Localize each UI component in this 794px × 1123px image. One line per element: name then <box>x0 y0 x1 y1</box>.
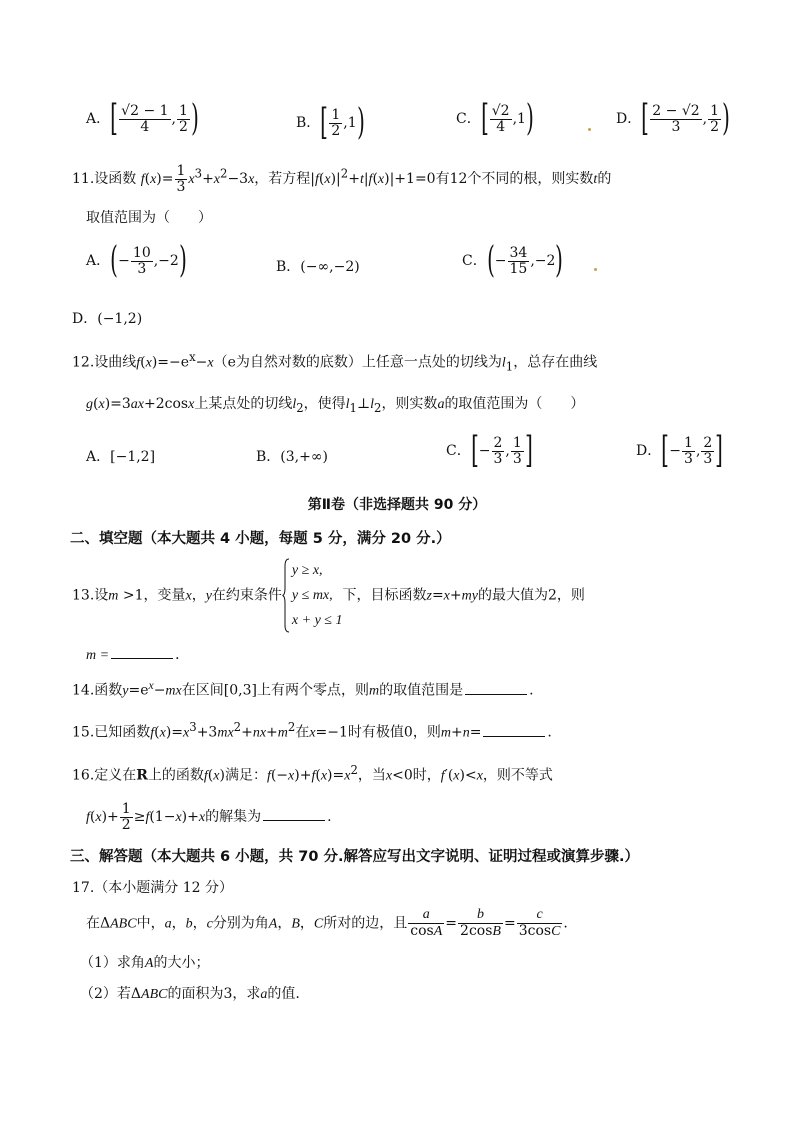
q17-part1: （1）求角A的大小； <box>80 955 210 971</box>
text: 的取值范围是 <box>379 682 464 699</box>
brace-icon <box>282 558 290 633</box>
comma: , <box>171 111 176 128</box>
denominator: 3 <box>493 450 503 467</box>
q17-part2: （2）若ΔABC的面积为3，求a的值. <box>80 986 300 1002</box>
numerator: 1 <box>331 107 341 123</box>
option-tail: ,1 <box>343 115 357 132</box>
text: （2）若 <box>80 986 131 1002</box>
option-value: [−1,2] <box>110 449 156 465</box>
option-label: A． <box>86 449 111 465</box>
question-number: 11. <box>72 171 95 188</box>
text: 在约束条件 <box>211 587 282 604</box>
numerator: 2 − √2 <box>652 103 700 119</box>
option-tail: ,−2 <box>530 253 556 270</box>
constraint-3: x + y ≤ 1 <box>291 613 343 628</box>
q10-option-d: D．[ $\frac{2 - √2}{3}$ , $\frac{1}{2}$ ) <box>616 98 730 140</box>
option-label: C． <box>462 253 487 270</box>
text: 的大小； <box>153 955 210 971</box>
q13-answer-line: m = ． <box>86 647 190 663</box>
q10-option-c: C．[ $\frac{√2}{4}$ ,1) <box>456 98 534 140</box>
answer-variable: m = <box>86 648 110 663</box>
numerator: 34 <box>509 245 528 261</box>
option-label: D． <box>636 443 662 460</box>
text: 有12个不同的根，则实数 <box>435 171 594 188</box>
question-number: 12. <box>72 354 95 371</box>
numerator: √2 − 1 <box>121 103 169 119</box>
q17-stem: 在ΔABC中，a，b，c分别为角A，B，C所对的边，且 $\frac{a}{\cos A}$ = $\frac{b}{2\cos B}$ = $\frac{c}{3\cos C}$ . <box>86 907 568 939</box>
fraction <box>492 436 505 466</box>
text: 时有极值 <box>347 724 404 741</box>
question-number: 13. <box>72 587 95 604</box>
option-label: C． <box>446 443 471 460</box>
option-label: B． <box>276 259 301 275</box>
text: 的 <box>597 171 612 188</box>
section-three-title: 三、解答题（本大题共 6 小题，共 70 分.解答应写出文字说明、证明过程或演算步骤.） <box>70 849 639 865</box>
text: 设函数 <box>94 171 137 188</box>
fraction <box>119 104 170 134</box>
text: ，则不等式 <box>482 767 553 784</box>
comma: , <box>702 111 708 128</box>
fraction <box>490 104 512 134</box>
option-tail: ,−2 <box>153 253 179 270</box>
text: （e为自然对数的底数）上任意一点处的切线为 <box>213 354 502 371</box>
q13-stem: 13.设m >1，变量x，y在约束条件 y ≥ x, y ≤ mx, x + y ≤ 1 下，目标函数z=x+my的最大值为2，则 <box>72 558 585 633</box>
option-label: B． <box>256 449 281 465</box>
text: ，总存在曲线 <box>513 354 598 371</box>
denominator: 3 <box>703 450 713 467</box>
text: 上某点处的切线 <box>194 396 293 412</box>
question-number: 16. <box>72 767 95 784</box>
answer-blank[interactable] <box>483 735 545 737</box>
text: 分别为角 <box>212 915 269 932</box>
text: 下，目标函数 <box>342 587 427 604</box>
text: 的最大值为 <box>477 587 548 604</box>
answer-blank[interactable] <box>465 693 527 695</box>
option-label: C． <box>456 111 481 128</box>
fraction <box>701 436 714 466</box>
text: 在 <box>86 915 100 932</box>
numerator: 2 <box>493 435 503 451</box>
fraction <box>682 436 695 466</box>
constraint-2: y ≤ mx, <box>291 588 333 603</box>
text: 的解集为 <box>205 809 262 826</box>
text: ，求 <box>232 986 261 1002</box>
q11-option-c: C．(− $\frac{34}{15}$ ,−2) <box>462 240 564 282</box>
denominator: 3 <box>684 450 693 467</box>
fraction <box>131 246 153 276</box>
option-tail: ,1 <box>512 111 526 128</box>
question-number: 15. <box>72 724 95 741</box>
text: ， <box>191 587 206 604</box>
question-number: 14. <box>72 682 95 699</box>
q10-option-b: B．[ $\frac{1}{2}$ ,1) <box>296 102 365 144</box>
text: ，则 <box>556 587 585 604</box>
text: 的取值范围为（ ） <box>444 396 585 412</box>
q11-option-b <box>276 256 360 276</box>
text: 定义在 <box>94 767 137 784</box>
q12-option-a <box>86 446 155 466</box>
numerator: 1 <box>710 103 720 119</box>
text: 设曲线 <box>94 354 137 371</box>
q15-stem: 15.已知函数$f(x)=x^3+3mx^2+nx+m^2$在x=−1时有极值0，则m+n= . <box>72 720 552 741</box>
q17-header: 17.（本小题满分 12 分） <box>72 880 233 896</box>
denominator: 3 <box>512 450 522 467</box>
option-label: A． <box>86 253 111 270</box>
numerator: 1 <box>512 435 522 451</box>
constraint-1: y ≥ x, <box>291 563 323 578</box>
q16-stem: 16.定义在R上的函数f(x)满足：$f(-x)+f(x)=x^2$，当x<0时，f′(x)<x，则不等式 <box>72 763 553 784</box>
fraction <box>708 104 721 134</box>
denominator: 3 <box>137 260 147 277</box>
q11-option-d <box>72 308 142 328</box>
numerator: 1 <box>179 103 188 119</box>
fraction <box>329 108 342 138</box>
text: 中， <box>136 915 165 932</box>
stray-mark <box>594 268 597 271</box>
fraction <box>508 246 530 276</box>
text: 在 <box>295 724 310 741</box>
option-label: A． <box>86 111 111 128</box>
q12-stem: 12.设曲线$f(x)=-e^x-x(e$为自然对数的底数）上任意一点处的切线为$l_1$，总存在曲线 <box>72 350 598 374</box>
text: ，变量 <box>143 587 186 604</box>
q16-stem-line2: f(x)+ $\frac{1}{2}$ ≥f(1−x)+x的解集为 . <box>86 801 332 833</box>
q12-stem-line2: g(x)=3ax+2cosx上某点处的切线$l_2$，使得$l_1\perp l_2$，则实数a的取值范围为（ ） <box>86 396 585 415</box>
answer-blank[interactable] <box>263 819 325 821</box>
text: 满足： <box>224 767 267 784</box>
fraction <box>511 436 524 466</box>
numerator: 2 <box>703 435 713 451</box>
text: 的值. <box>267 986 300 1002</box>
text: 时， <box>412 767 441 784</box>
option-value: (3,+∞) <box>280 449 328 465</box>
q14-stem: 14.函数$y=e^x-mx$在区间[0,3]上有两个零点，则m的取值范围是 . <box>72 679 534 699</box>
numerator: √2 <box>491 103 510 119</box>
part-two-title: 第Ⅱ卷（非选择题共 90 分） <box>307 497 487 513</box>
q11-option-a: A．(− $\frac{10}{3}$ ,−2) <box>86 240 187 282</box>
text: ，若方程 <box>254 171 311 188</box>
text: ，则 <box>412 724 441 741</box>
denominator: 4 <box>496 118 506 135</box>
q12-option-d: D．[− $\frac{1}{3}$ , $\frac{2}{3}$ ] <box>636 430 724 472</box>
denominator: 3 <box>671 118 681 135</box>
stray-mark <box>588 128 591 131</box>
fraction <box>177 104 190 134</box>
text: 上的函数 <box>147 767 204 784</box>
text: 已知函数 <box>94 724 151 741</box>
option-label: D． <box>616 111 642 128</box>
option-value: (−1,2) <box>97 311 143 327</box>
q10-option-a: A．[ $\frac{√2 - 1}{4}$ , $\frac{1}{2}$ ) <box>86 98 199 140</box>
numerator: 10 <box>132 245 151 261</box>
denominator: 2 <box>331 122 341 139</box>
denominator: 15 <box>509 260 528 277</box>
section-two-title: 二、填空题（本大题共 4 小题，每题 5 分，满分 20 分.） <box>70 531 451 547</box>
denominator: 2 <box>179 118 188 135</box>
q11-stem-line2: 取值范围为（ ） <box>86 210 212 226</box>
text: ，当 <box>357 767 386 784</box>
text: 上有两个零点，则 <box>256 682 369 699</box>
denominator: 2 <box>710 118 720 135</box>
answer-blank[interactable] <box>111 657 173 659</box>
option-value: (−∞,−2) <box>300 259 360 275</box>
text: 的面积为 <box>167 986 224 1002</box>
text: ，使得 <box>303 396 346 412</box>
text: （1）求角 <box>80 955 145 971</box>
text: 在区间 <box>181 682 224 699</box>
text: ，则实数 <box>381 396 438 412</box>
denominator: 4 <box>140 118 150 135</box>
constraint-system <box>282 558 343 633</box>
text: 函数 <box>94 682 123 699</box>
q12-option-c: C．[− $\frac{2}{3}$ , $\frac{1}{3}$ ] <box>446 430 533 472</box>
fraction <box>650 104 701 134</box>
option-label: B． <box>296 115 321 132</box>
numerator: 1 <box>684 435 693 451</box>
option-label: D． <box>72 311 98 327</box>
q12-option-b <box>256 446 328 466</box>
q11-stem: 11.设函数 f(x)= $\frac{1}{3}$ $x^3+x^2-3x$，若方程$|f(x)|^2+t|f(x)|+1=0$有12个不同的根，则实数t的 <box>72 163 612 195</box>
text: 设 <box>94 587 109 604</box>
text: 所对的边，且 <box>323 915 408 932</box>
